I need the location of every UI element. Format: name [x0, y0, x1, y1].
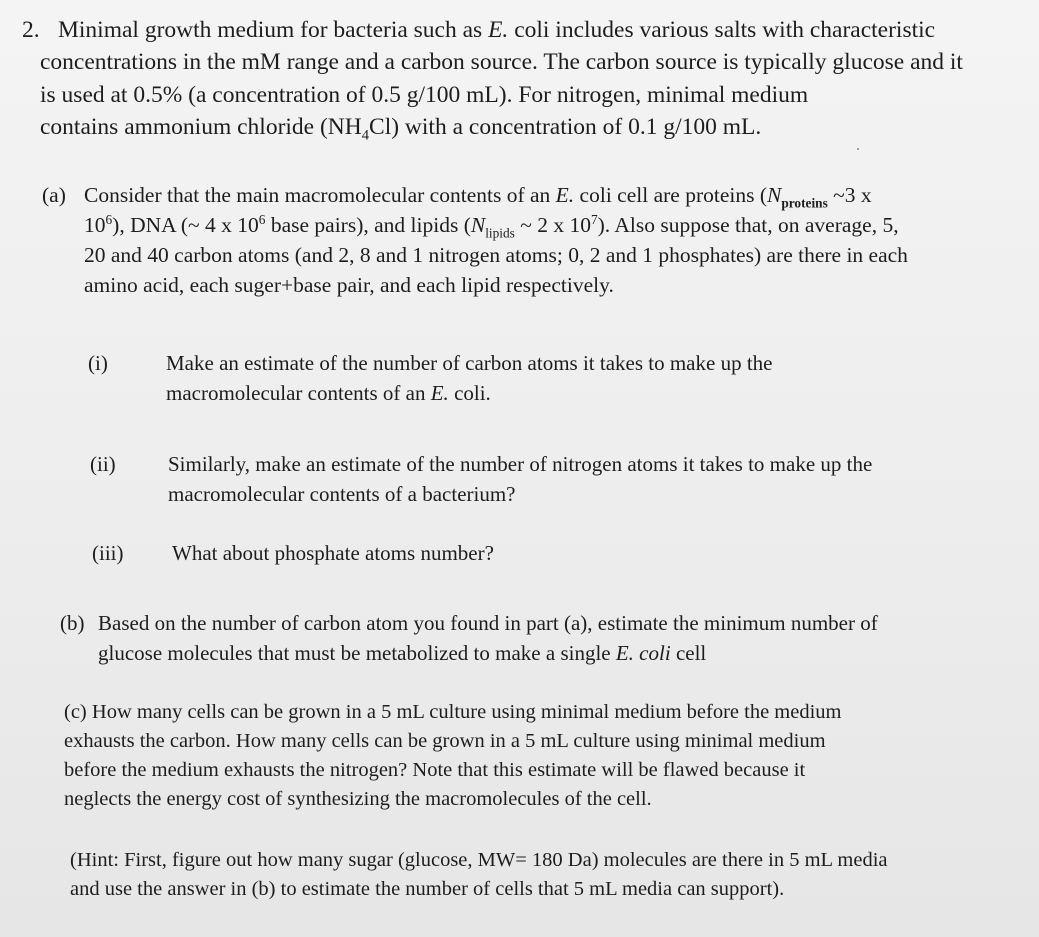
item-ii-text	[168, 449, 872, 509]
hint-line-2: and use the answer in (b) to estimate the number of cells that 5 mL media can support).	[70, 878, 785, 900]
part-a-line-4: amino acid, each suger+base pair, and each lipid respectively.	[84, 273, 614, 297]
question-number: 2.	[22, 17, 40, 43]
part-c-line-1-text: How many cells can be grown in a 5 mL culture using minimal medium before the medium	[91, 701, 842, 723]
part-a-line-1: Consider that the main macromolecular contents of an E. coli cell are proteins ($N_{proteins}$ ~3 x	[84, 183, 872, 211]
part-c-line-3: before the medium exhausts the nitrogen? Note that this estimate will be flawed because it	[64, 759, 806, 781]
part-a-line-2: $10^6$), DNA (~ 4 x $10^6$ base pairs), and lipids ($N_{lipids}$ ~ 2 x $10^7$). Also suppose that, on average, 5,	[84, 211, 899, 241]
dust-speck	[857, 148, 859, 150]
item-ii-line-1: Similarly, make an estimate of the number of nitrogen atoms it takes to make up the	[168, 452, 873, 476]
intro-line-2: concentrations in the mM range and a carbon source. The carbon source is typically glucose and it	[40, 49, 963, 75]
item-iii-label: (iii)	[92, 541, 124, 565]
item-i-line-1: Make an estimate of the number of carbon atoms it takes to make up the	[166, 351, 773, 375]
intro-line-1: Minimal growth medium for bacteria such as E. coli includes various salts with characteristic	[58, 17, 936, 43]
part-a-line-3: 20 and 40 carbon atoms (and 2, 8 and 1 nitrogen atoms; 0, 2 and 1 phosphates) are there in each	[84, 243, 908, 267]
part-a-text	[84, 180, 908, 300]
part-a-label: (a)	[42, 183, 66, 207]
part-b-line-1: Based on the number of carbon atom you found in part (a), estimate the minimum number of	[98, 611, 878, 635]
part-c-label: (c)	[64, 701, 87, 723]
intro-line-3: is used at 0.5% (a concentration of 0.5 g/100 mL). For nitrogen, minimal medium	[40, 81, 809, 108]
question-intro-rest	[40, 46, 963, 144]
hint-line-1: (Hint: First, figure out how many sugar (glucose, MW= 180 Da) molecules are there in 5 mL media	[70, 849, 888, 871]
item-i-label: (i)	[88, 351, 108, 375]
item-i-text	[166, 348, 772, 408]
hint-block	[70, 846, 888, 904]
part-c-line-1	[64, 698, 841, 727]
part-b-line-2: glucose molecules that must be metabolized to make a single E. coli cell	[98, 641, 707, 665]
question-intro	[58, 14, 935, 47]
item-ii-line-2: macromolecular contents of a bacterium?	[168, 482, 516, 506]
part-b-text	[98, 608, 878, 668]
intro-line-4: contains ammonium chloride $(NH_4Cl)$ with a concentration of 0.1 g/100 mL.	[40, 114, 762, 144]
part-c-text	[64, 698, 841, 814]
item-iii-text	[172, 538, 494, 568]
part-b-label: (b)	[60, 611, 85, 635]
part-c-line-2: exhausts the carbon. How many cells can be grown in a 5 mL culture using minimal medium	[64, 730, 826, 752]
item-ii-label: (ii)	[90, 452, 116, 476]
item-iii-line-1: What about phosphate atoms number?	[172, 541, 494, 565]
part-c-line-4: neglects the energy cost of synthesizing the macromolecules of the cell.	[64, 788, 652, 810]
item-i-line-2: macromolecular contents of an E. coli.	[166, 381, 491, 405]
